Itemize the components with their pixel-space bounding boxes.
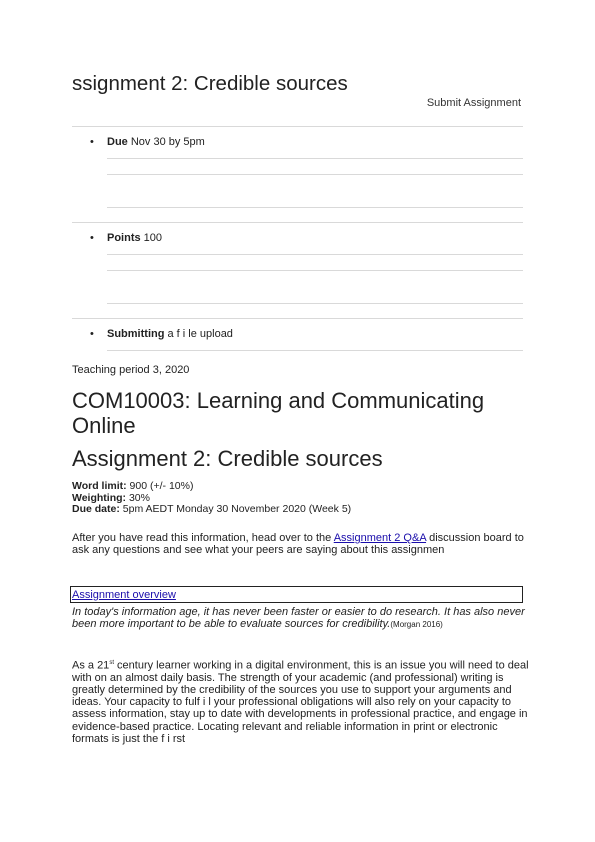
intro-paragraph	[72, 532, 527, 556]
divider	[107, 270, 523, 271]
divider	[107, 254, 523, 255]
submitting-item	[90, 328, 233, 340]
teaching-period: Teaching period 3, 2020	[72, 364, 190, 376]
word-limit-value: 900 (+/- 10%)	[126, 480, 194, 492]
assignment-details	[72, 481, 351, 516]
divider	[107, 207, 523, 208]
intro-text-end: discussion board to ask any questions and see what your peers are saying about this assignmen	[72, 532, 524, 557]
due-date-value: 5pm AEDT Monday 30 November 2020 (Week 5)	[119, 503, 352, 515]
points-label: Points	[107, 232, 141, 244]
page-title: ssignment 2: Credible sources	[72, 72, 348, 95]
bullet: •	[90, 232, 94, 244]
due-date-label: Due date:	[72, 503, 120, 515]
divider	[107, 174, 523, 175]
divider	[72, 126, 523, 127]
due-date	[72, 504, 351, 516]
bullet: •	[90, 136, 94, 148]
weighting-value: 30%	[126, 491, 150, 504]
bullet: •	[90, 328, 94, 340]
ordinal-suffix: st	[109, 660, 114, 666]
quote-citation: (Morgan 2016)	[390, 620, 443, 630]
body-text: century learner working in a digital environment, this is an issue you will need to deal with on an almost daily basis. The strength of your academic (and professional) writing is greatly determined by the credibility of the sources you use to support your arguments and ideas. Your capacity to fulf i l your professional obligations will also rely on your capacity to assess information, stay up to date with developments in professional practice, and engage in evidence-based practice. Locating relevant and reliable information in print or electronic formats is just the f i rst	[72, 659, 529, 745]
word-limit-label: Word limit:	[72, 480, 127, 492]
points-item	[90, 232, 162, 244]
quote-paragraph	[72, 606, 530, 631]
due-value: Nov 30 by 5pm	[127, 136, 205, 148]
due-item	[90, 136, 205, 148]
body-text-start: As a 21	[72, 659, 110, 672]
divider	[107, 158, 523, 159]
weighting-label: Weighting:	[72, 491, 127, 504]
divider	[72, 222, 523, 223]
submitting-value: a f i le upload	[164, 328, 233, 340]
divider	[107, 350, 523, 351]
divider	[107, 303, 523, 304]
submitting-label: Submitting	[107, 328, 165, 340]
quote-text: In today's information age, it has never been faster or easier to do research. It has also never been more important to be able to evaluate sources for credibility.	[72, 606, 525, 631]
assignment-title: Assignment 2: Credible sources	[72, 446, 383, 471]
intro-text: After you have read this information, head over to the	[72, 532, 334, 544]
assignment-overview-link[interactable]: Assignment overview	[72, 589, 176, 601]
qa-discussion-link[interactable]: Assignment 2 Q&A	[333, 532, 427, 544]
due-label: Due	[107, 136, 128, 148]
body-paragraph	[72, 657, 530, 745]
points-value: 100	[140, 232, 163, 244]
course-title: COM10003: Learning and Communicating Online	[72, 388, 485, 438]
submit-assignment-button[interactable]: Submit Assignment	[426, 97, 521, 109]
divider	[72, 318, 523, 319]
